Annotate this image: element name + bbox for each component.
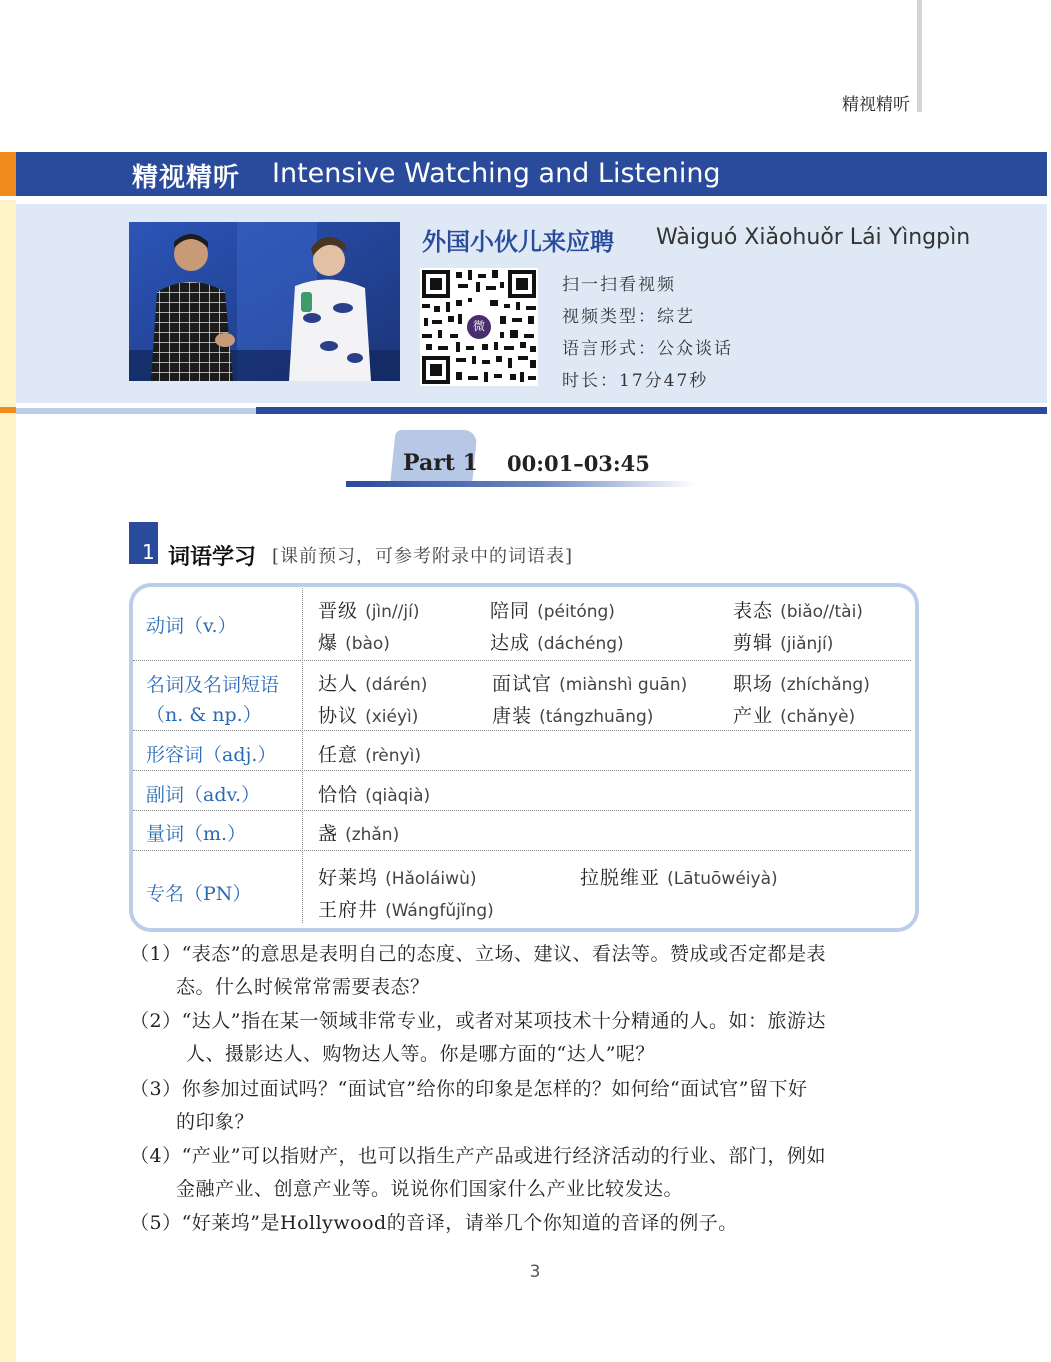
row-divider: [133, 660, 911, 661]
vocab-word: 拉脱维亚 (Lātuōwéiyà): [580, 867, 778, 889]
video-still-illustration: [129, 222, 400, 381]
category-verbs: 动词（v.）: [146, 615, 237, 637]
video-duration: 时长：17分47秒: [562, 371, 709, 391]
page-number: 3: [529, 1262, 541, 1282]
vocab-word: 达成 (dáchéng): [490, 632, 624, 654]
vocab-word: 王府井 (Wángfǔjǐng): [318, 899, 494, 921]
question-1: （1）“表态”的意思是表明自己的态度、立场、建议、看法等。赞成或否定都是表 态。什么时候常常需要表态？: [130, 943, 827, 998]
vocab-word: 表态 (biǎo//tài): [733, 600, 863, 622]
video-language-form: 语言形式：公众谈话: [562, 339, 733, 359]
row-divider: [133, 730, 911, 731]
vocab-word: 剪辑 (jiǎnjí): [733, 632, 834, 654]
section-number: 1: [142, 540, 155, 564]
vocab-word: 爆 (bào): [318, 632, 390, 654]
question-3: （3）你参加过面试吗？“面试官”给你的印象是怎样的？如何给“面试官”留下好 的印象？: [130, 1078, 808, 1133]
vocab-word: 盏 (zhǎn): [318, 823, 400, 845]
left-margin-strip: [0, 200, 16, 1362]
vocab-word: 唐装 (tángzhuāng): [492, 705, 654, 727]
panel-underline-light: [16, 408, 256, 414]
category-measure-words: 量词（m.）: [146, 823, 247, 845]
header-vertical-rule: [917, 0, 922, 112]
vocab-word: 面试官 (miànshì guān): [492, 673, 688, 695]
section-bar-title-cn: 精视精听: [132, 163, 241, 193]
part-label: Part 1: [403, 450, 478, 476]
vocab-word: 职场 (zhíchǎng): [733, 673, 870, 695]
panel-underline-accent: [0, 407, 16, 413]
category-nouns: 名词及名词短语: [146, 674, 280, 696]
vocab-word: 陪同 (péitóng): [490, 600, 615, 622]
vocab-word: 晋级 (jìn//jí): [318, 600, 420, 622]
part-timecode: 00:01–03:45: [507, 451, 650, 476]
category-nouns-abbr: （n. & np.）: [146, 704, 262, 726]
question-4: （4）“产业”可以指财产，也可以指生产产品或进行经济活动的行业、部门，例如 金融产业、创意产业等。说说你们国家什么产业比较发达。: [130, 1145, 827, 1200]
section-bar-title-en: Intensive Watching and Listening: [272, 158, 721, 189]
video-type: 视频类型：综艺: [562, 307, 695, 327]
section-title: 词语学习: [168, 545, 257, 570]
video-title-pinyin: Wàiguó Xiǎohuǒr Lái Yìngpìn: [656, 225, 971, 250]
vocab-word: 恰恰 (qiàqià): [318, 784, 431, 806]
category-adjectives: 形容词（adj.）: [146, 744, 277, 766]
qr-code[interactable]: [420, 268, 538, 386]
category-adverbs: 副词（adv.）: [146, 784, 261, 806]
category-proper-nouns: 专名（PN）: [146, 883, 252, 905]
section-note: [课前预习，可参考附录中的词语表]: [272, 546, 574, 567]
vocabulary-column-divider: [302, 588, 303, 923]
row-divider: [133, 770, 911, 771]
part-underline: [346, 481, 696, 487]
vocab-word: 好莱坞 (Hǎoláiwù): [318, 867, 477, 889]
section-bar-accent: [0, 152, 16, 196]
vocab-word: 协议 (xiéyì): [318, 705, 419, 727]
video-scan-hint: 扫一扫看视频: [562, 275, 676, 295]
vocab-word: 达人 (dárén): [318, 673, 428, 695]
vocab-word: 产业 (chǎnyè): [733, 705, 856, 727]
vocab-word: 任意 (rènyì): [318, 744, 421, 766]
row-divider: [133, 850, 911, 851]
video-title: 外国小伙儿来应聘: [422, 228, 614, 256]
video-thumbnail[interactable]: [129, 222, 400, 381]
question-2: （2）“达人”指在某一领域非常专业，或者对某项技术十分精通的人。如：旅游达 人、摄影达人、购物达人等。你是哪方面的“达人”呢？: [130, 1010, 827, 1065]
question-5: （5）“好莱坞”是Hollywood的音译，请举几个你知道的音译的例子。: [130, 1212, 738, 1234]
qr-badge-label: 微: [472, 319, 485, 333]
panel-underline: [256, 407, 1047, 414]
row-divider: [133, 810, 911, 811]
running-header: 精视精听: [842, 95, 910, 115]
